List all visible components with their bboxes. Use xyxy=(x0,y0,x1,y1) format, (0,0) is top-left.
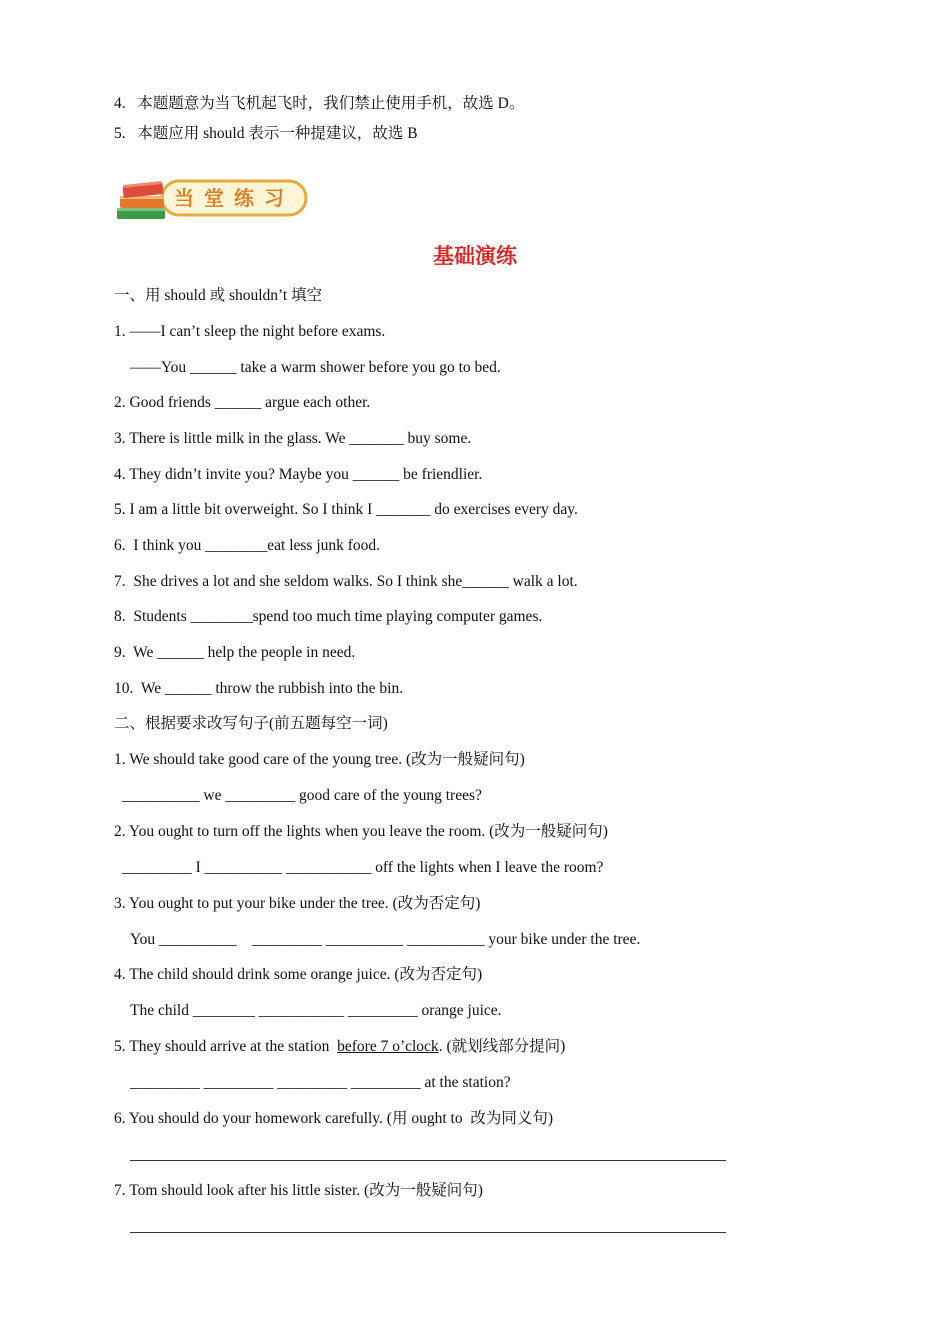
part2-line: 3. You ought to put your bike under the tree. (改为否定句) xyxy=(114,895,481,912)
part1-line: 5. I am a little bit overweight. So I think I _______ do exercises every day. xyxy=(114,501,578,518)
answer-5-num: 5. xyxy=(114,125,126,142)
part1-line: 6. I think you ________eat less junk food. xyxy=(114,537,381,554)
part2-line: You __________ _________ __________ __________ your bike under the tree. xyxy=(130,931,641,948)
answer-line xyxy=(130,1160,726,1161)
part2-line: _________ I __________ ___________ off the lights when I leave the room? xyxy=(122,859,604,876)
answer-line xyxy=(130,1232,726,1233)
part2-heading: 二、根据要求改写句子(前五题每空一词) xyxy=(114,715,388,732)
answer-5-text: 本题应用 should 表示一种提建议，故选 B xyxy=(137,125,418,142)
q5-before: 5. They should arrive at the station xyxy=(114,1038,338,1055)
answer-4 xyxy=(114,94,524,114)
part2-line: 4. The child should drink some orange juice. (改为否定句) xyxy=(114,966,483,983)
part1-line: 9. We ______ help the people in need. xyxy=(114,644,356,661)
part1-line: 3. There is little milk in the glass. We _______ buy some. xyxy=(114,430,472,447)
part2-q6: 6. You should do your homework carefully. (用 ought to 改为同义句) xyxy=(114,1110,553,1127)
answer-4-num: 4. xyxy=(114,95,126,112)
banner-label: 当堂练习 xyxy=(174,186,294,210)
part1-line: 2. Good friends ______ argue each other. xyxy=(114,394,371,411)
part2-line: The child ________ ___________ _________ orange juice. xyxy=(130,1002,502,1019)
part2-line: 2. You ought to turn off the lights when you leave the room. (改为一般疑问句) xyxy=(114,823,608,840)
q5-underlined: before 7 o’clock xyxy=(337,1038,439,1055)
part2-line: __________ we _________ good care of the young trees? xyxy=(122,787,482,804)
part1-line: 10. We ______ throw the rubbish into the bin. xyxy=(114,680,404,697)
part1-line: 8. Students ________spend too much time playing computer games. xyxy=(114,608,543,625)
part2-line: 1. We should take good care of the young tree. (改为一般疑问句) xyxy=(114,751,525,768)
q5-after: . (就划线部分提问) xyxy=(438,1038,566,1055)
part1-line: 1. ——I can’t sleep the night before exams. xyxy=(114,323,386,340)
part1-line: ——You ______ take a warm shower before you go to bed. xyxy=(130,359,501,376)
part1-line: 4. They didn’t invite you? Maybe you ______ be friendlier. xyxy=(114,466,483,483)
section-title: 基础演练 xyxy=(433,244,517,268)
part2-q5 xyxy=(114,1037,565,1057)
answer-5 xyxy=(114,124,418,144)
practice-banner xyxy=(114,174,310,226)
part2-q7: 7. Tom should look after his little sister. (改为一般疑问句) xyxy=(114,1182,483,1199)
answer-4-text: 本题题意为当飞机起飞时，我们禁止使用手机，故选 D。 xyxy=(137,95,525,112)
part1-heading: 一、用 should 或 shouldn’t 填空 xyxy=(114,287,323,304)
part2-q5-answer: _________ _________ _________ _________ at the station? xyxy=(130,1074,511,1091)
part1-line: 7. She drives a lot and she seldom walks. So I think she______ walk a lot. xyxy=(114,573,578,590)
